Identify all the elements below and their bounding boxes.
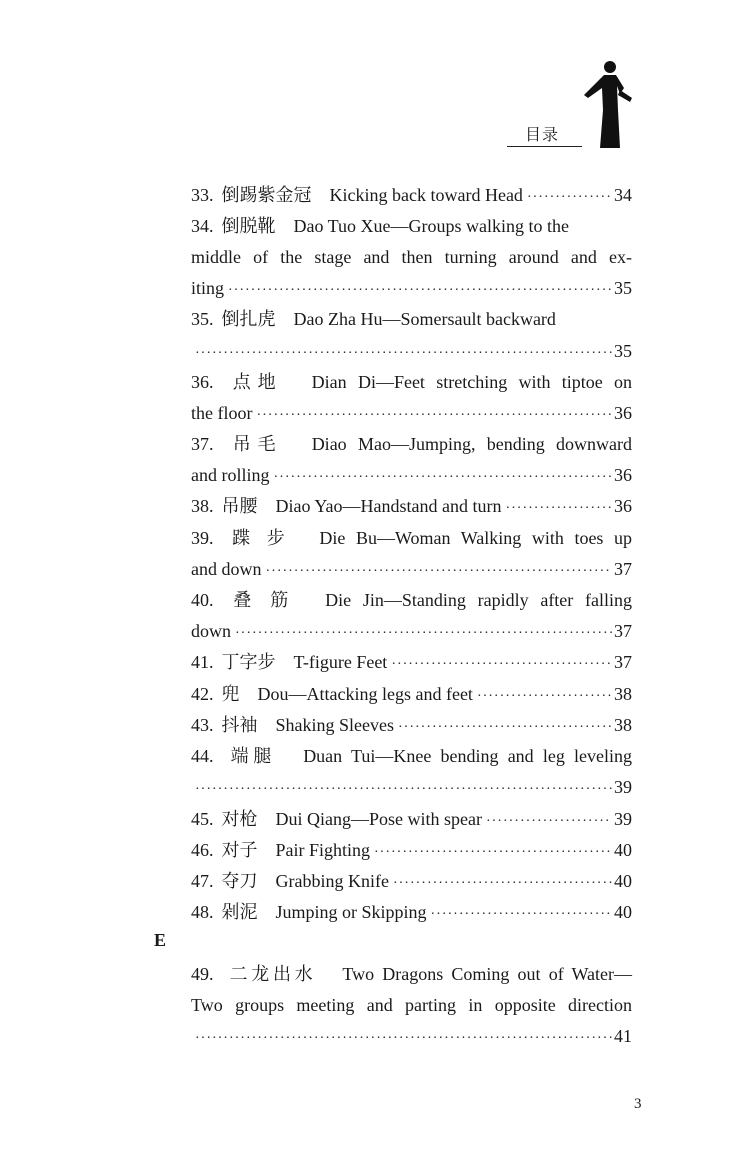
entry-chinese: 倒踢紫金冠: [221, 185, 312, 205]
toc-entry-38[interactable]: [191, 492, 632, 520]
leader-dots: [195, 776, 612, 804]
leader-dots: [505, 495, 612, 523]
leader-dots: [393, 870, 612, 898]
leader-dots: [228, 277, 612, 305]
toc-entry-40-line2: [191, 617, 632, 645]
entry-number: 40.: [191, 590, 214, 610]
entry-page: 40: [614, 902, 632, 922]
entry-chinese: 对枪: [221, 809, 258, 829]
entry-page: 35: [614, 341, 632, 361]
entry-page: 36: [614, 465, 632, 485]
leader-dots: [391, 651, 612, 679]
entry-title: and rolling: [191, 465, 270, 485]
entry-chinese: 叠 筋: [233, 590, 296, 610]
entry-title: Shaking Sleeves: [275, 715, 394, 735]
entry-chinese: 丁字步: [221, 652, 276, 672]
entry-chinese: 倒扎虎: [221, 309, 276, 329]
toc-entry-47[interactable]: [191, 867, 632, 895]
toc-entry-39-line2: [191, 555, 632, 583]
toc-entry-49-line3: [191, 1022, 632, 1050]
toc-entry-44-line2: [191, 773, 632, 801]
entry-title: and down: [191, 559, 262, 579]
toc-entry-37[interactable]: [191, 430, 632, 458]
entry-number: 44.: [191, 746, 214, 766]
toc-entry-34-line3: [191, 274, 632, 302]
entry-number: 47.: [191, 871, 214, 891]
toc-entry-37-line2: [191, 461, 632, 489]
header-label: 目录: [525, 127, 560, 144]
standing-figure-icon: [580, 58, 638, 150]
entry-number: 43.: [191, 715, 214, 735]
entry-page: 38: [614, 715, 632, 735]
entry-page: 37: [614, 559, 632, 579]
toc-entry-45[interactable]: [191, 805, 632, 833]
toc-entry-41[interactable]: [191, 648, 632, 676]
entry-page: 39: [614, 809, 632, 829]
entry-title: Dian Di—Feet stretching with tiptoe on: [311, 372, 633, 392]
header-rule: [507, 146, 582, 147]
entry-number: 37.: [191, 434, 214, 454]
entry-chinese: 端腿: [230, 746, 277, 766]
leader-dots: [266, 558, 613, 586]
entry-title: Grabbing Knife: [275, 871, 389, 891]
leader-dots: [195, 1025, 612, 1053]
toc-entry-49[interactable]: [191, 960, 632, 988]
entry-chinese: 夺刀: [221, 871, 258, 891]
entry-number: 46.: [191, 840, 214, 860]
entry-chinese: 兜: [221, 684, 240, 704]
entry-title: Jumping or Skipping: [275, 902, 427, 922]
entry-page: 36: [614, 496, 632, 516]
entry-title: T-figure Feet: [293, 652, 388, 672]
toc-entry-36-line2: [191, 399, 632, 427]
entry-chinese: 点地: [232, 372, 283, 392]
toc-entry-48[interactable]: [191, 898, 632, 926]
leader-dots: [195, 340, 612, 368]
entry-chinese: 剁泥: [221, 902, 258, 922]
entry-page: 39: [614, 777, 632, 797]
entry-page: 37: [614, 621, 632, 641]
entry-number: 48.: [191, 902, 214, 922]
entry-number: 33.: [191, 185, 214, 205]
entry-number: 36.: [191, 372, 214, 392]
entry-page: 38: [614, 684, 632, 704]
entry-title: Dui Qiang—Pose with spear: [275, 809, 482, 829]
toc-entry-39[interactable]: [191, 524, 632, 552]
entry-chinese: 吊毛: [232, 434, 283, 454]
entry-title: Pair Fighting: [275, 840, 371, 860]
leader-dots: [398, 714, 612, 742]
entry-number: 38.: [191, 496, 214, 516]
entry-chinese: 蹀 步: [232, 528, 291, 548]
entry-chinese: 抖袖: [221, 715, 258, 735]
entry-title: Die Bu—Woman Walking with toes up: [319, 528, 633, 548]
section-letter-e: E: [154, 930, 167, 950]
entry-chinese: 对子: [221, 840, 258, 860]
leader-dots: [374, 839, 612, 867]
leader-dots: [527, 184, 612, 212]
toc-entry-36[interactable]: [191, 368, 632, 396]
leader-dots: [256, 402, 612, 430]
leader-dots: [235, 620, 612, 648]
leader-dots: [274, 464, 613, 492]
entry-page: 37: [614, 652, 632, 672]
entry-number: 42.: [191, 684, 214, 704]
toc-entry-35[interactable]: [191, 305, 632, 333]
entry-page: 34: [614, 185, 632, 205]
toc-entry-33[interactable]: [191, 181, 632, 209]
entry-number: 45.: [191, 809, 214, 829]
entry-page: 40: [614, 871, 632, 891]
entry-chinese: 倒脱靴: [221, 216, 276, 236]
entry-page: 40: [614, 840, 632, 860]
entry-page: 36: [614, 403, 632, 423]
entry-title: iting: [191, 278, 225, 298]
entry-number: 34.: [191, 216, 214, 236]
entry-title: the floor: [191, 403, 253, 423]
entry-number: 35.: [191, 309, 214, 329]
entry-title: Diao Yao—Handstand and turn: [275, 496, 502, 516]
toc-entry-40[interactable]: [191, 586, 632, 614]
entry-title: Duan Tui—Knee bending and leg leveling: [303, 746, 632, 766]
entry-title: down: [191, 621, 231, 641]
entry-title: Two Dragons Coming out of Water—: [342, 964, 633, 984]
entry-page: 41: [614, 1026, 632, 1046]
entry-title: Dao Tuo Xue—Groups walking to the: [293, 216, 569, 236]
entry-title: Dou—Attacking legs and feet: [257, 684, 473, 704]
toc-entry-34-line2: middle of the stage and then turning around and ex-: [191, 247, 632, 267]
page-number: 3: [634, 1096, 642, 1112]
toc-entry-42[interactable]: [191, 680, 632, 708]
entry-number: 49.: [191, 964, 214, 984]
leader-dots: [477, 683, 612, 711]
entry-chinese: 二龙出水: [229, 964, 317, 984]
entry-number: 39.: [191, 528, 214, 548]
toc-entry-34[interactable]: [191, 212, 632, 240]
toc-entry-35-line2: [191, 337, 632, 365]
entry-number: 41.: [191, 652, 214, 672]
leader-dots: [486, 808, 612, 836]
entry-chinese: 吊腰: [221, 496, 258, 516]
leader-dots: [431, 901, 612, 929]
toc-entry-44[interactable]: [191, 742, 632, 770]
entry-title: Die Jin—Standing rapidly after falling: [325, 590, 633, 610]
toc-entry-43[interactable]: [191, 711, 632, 739]
toc-entry-46[interactable]: [191, 836, 632, 864]
entry-page: 35: [614, 278, 632, 298]
toc-entry-49-line2: Two groups meeting and parting in opposite direction: [191, 995, 632, 1015]
entry-title: Kicking back toward Head: [329, 185, 523, 205]
entry-title: Dao Zha Hu—Somersault backward: [293, 309, 556, 329]
entry-title: Diao Mao—Jumping, bending downward: [311, 434, 633, 454]
